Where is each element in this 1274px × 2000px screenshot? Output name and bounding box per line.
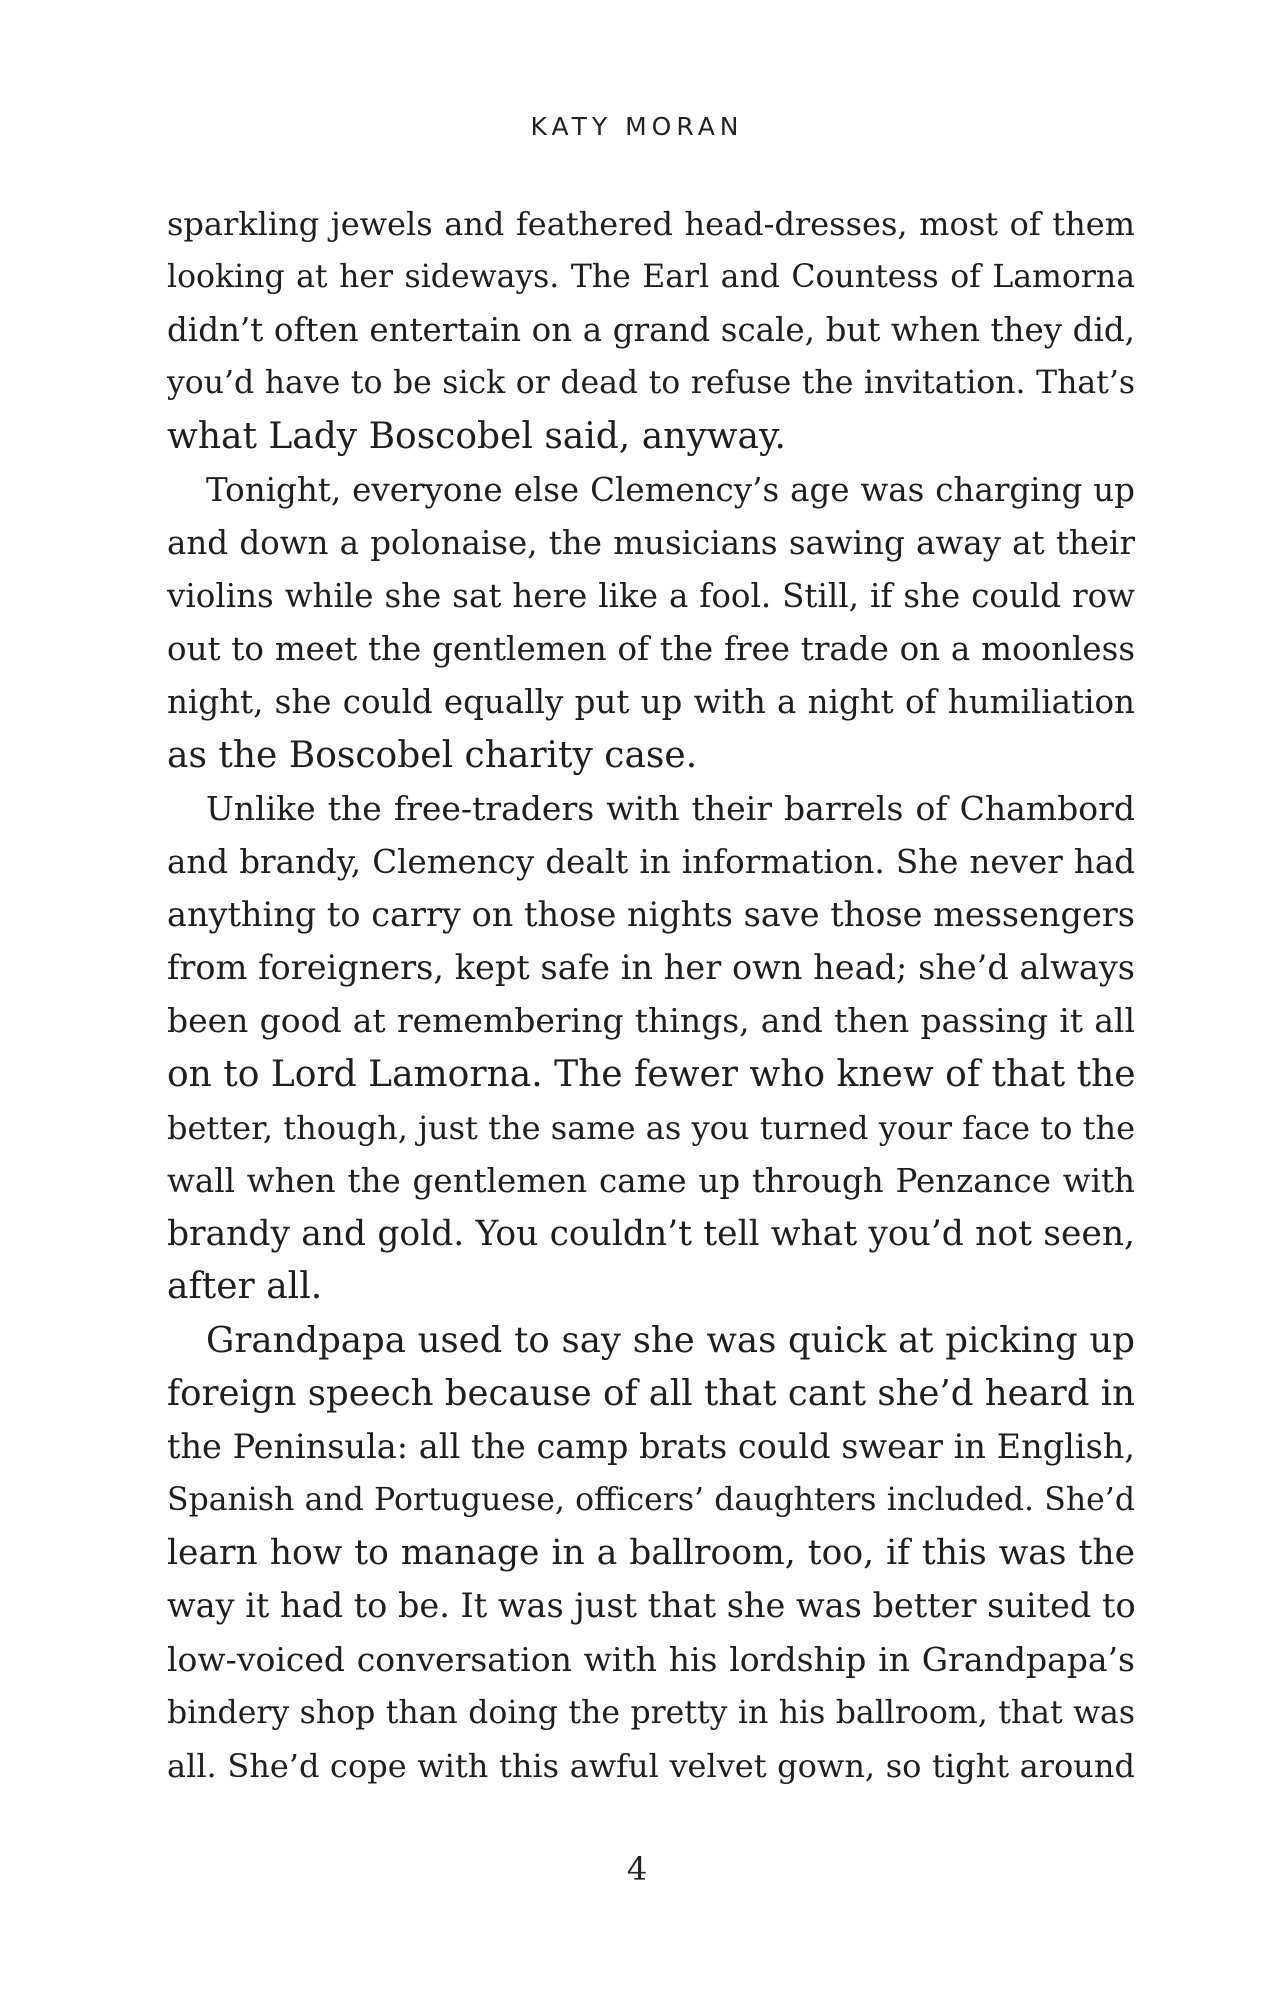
text-line: Spanish and Portuguese, officers’ daughters included. She’d xyxy=(167,1482,1135,1518)
text-line: sparkling jewels and feathered head-dresses, most of them xyxy=(167,205,1135,243)
text-line: anything to carry on those nights save those messengers xyxy=(167,895,1135,934)
text-line: after all. xyxy=(167,1266,323,1307)
text-line: way it had to be. It was just that she was better suited to xyxy=(167,1586,1136,1625)
text-line: night, she could equally put up with a night of humiliation xyxy=(167,683,1135,721)
text-line: you’d have to be sick or dead to refuse the invitation. That’s xyxy=(167,365,1135,401)
text-line: been good at remembering things, and then passing it all xyxy=(167,1001,1135,1040)
paragraph-first-line: Grandpapa used to say she was quick at picking up xyxy=(206,1320,1135,1361)
text-line: brandy and gold. You couldn’t tell what you’d not seen, xyxy=(167,1214,1135,1254)
paragraph-first-line: Unlike the free-traders with their barrels of Chambord xyxy=(206,789,1135,828)
text-line: learn how to manage in a ballroom, too, if this was the xyxy=(167,1533,1135,1573)
text-line: what Lady Boscobel said, anyway. xyxy=(167,416,786,457)
paragraph-first-line: Tonight, everyone else Clemency’s age was charging up xyxy=(206,471,1135,509)
text-line: violins while she sat here like a fool. Still, if she could row xyxy=(167,577,1135,615)
text-line: the Peninsula: all the camp brats could swear in English, xyxy=(167,1427,1135,1466)
text-line: all. She’d cope with this awful velvet gown, so tight around xyxy=(167,1747,1135,1785)
text-line: didn’t often entertain on a grand scale, but when they did, xyxy=(167,311,1135,349)
text-line: bindery shop than doing the pretty in his ballroom, that was xyxy=(167,1695,1135,1731)
running-head: KATY MORAN xyxy=(530,112,744,141)
text-line: better, though, just the same as you turned your face to the xyxy=(167,1109,1135,1147)
text-line: on to Lord Lamorna. The fewer who knew of that the xyxy=(167,1054,1136,1095)
text-line: looking at her sideways. The Earl and Countess of Lamorna xyxy=(167,259,1135,295)
text-line: low-voiced conversation with his lordship in Grandpapa’s xyxy=(167,1640,1135,1679)
page-number: 4 xyxy=(626,1850,648,1888)
text-line: and down a polonaise, the musicians sawing away at their xyxy=(167,524,1135,562)
text-line: out to meet the gentlemen of the free trade on a moonless xyxy=(167,630,1135,668)
text-line: as the Boscobel charity case. xyxy=(167,735,698,776)
text-line: foreign speech because of all that cant she’d heard in xyxy=(167,1373,1135,1414)
text-line: from foreigners, kept safe in her own head; she’d always xyxy=(167,948,1135,987)
text-line: wall when the gentlemen came up through Penzance with xyxy=(167,1162,1135,1200)
text-line: and brandy, Clemency dealt in information. She never had xyxy=(167,843,1135,881)
